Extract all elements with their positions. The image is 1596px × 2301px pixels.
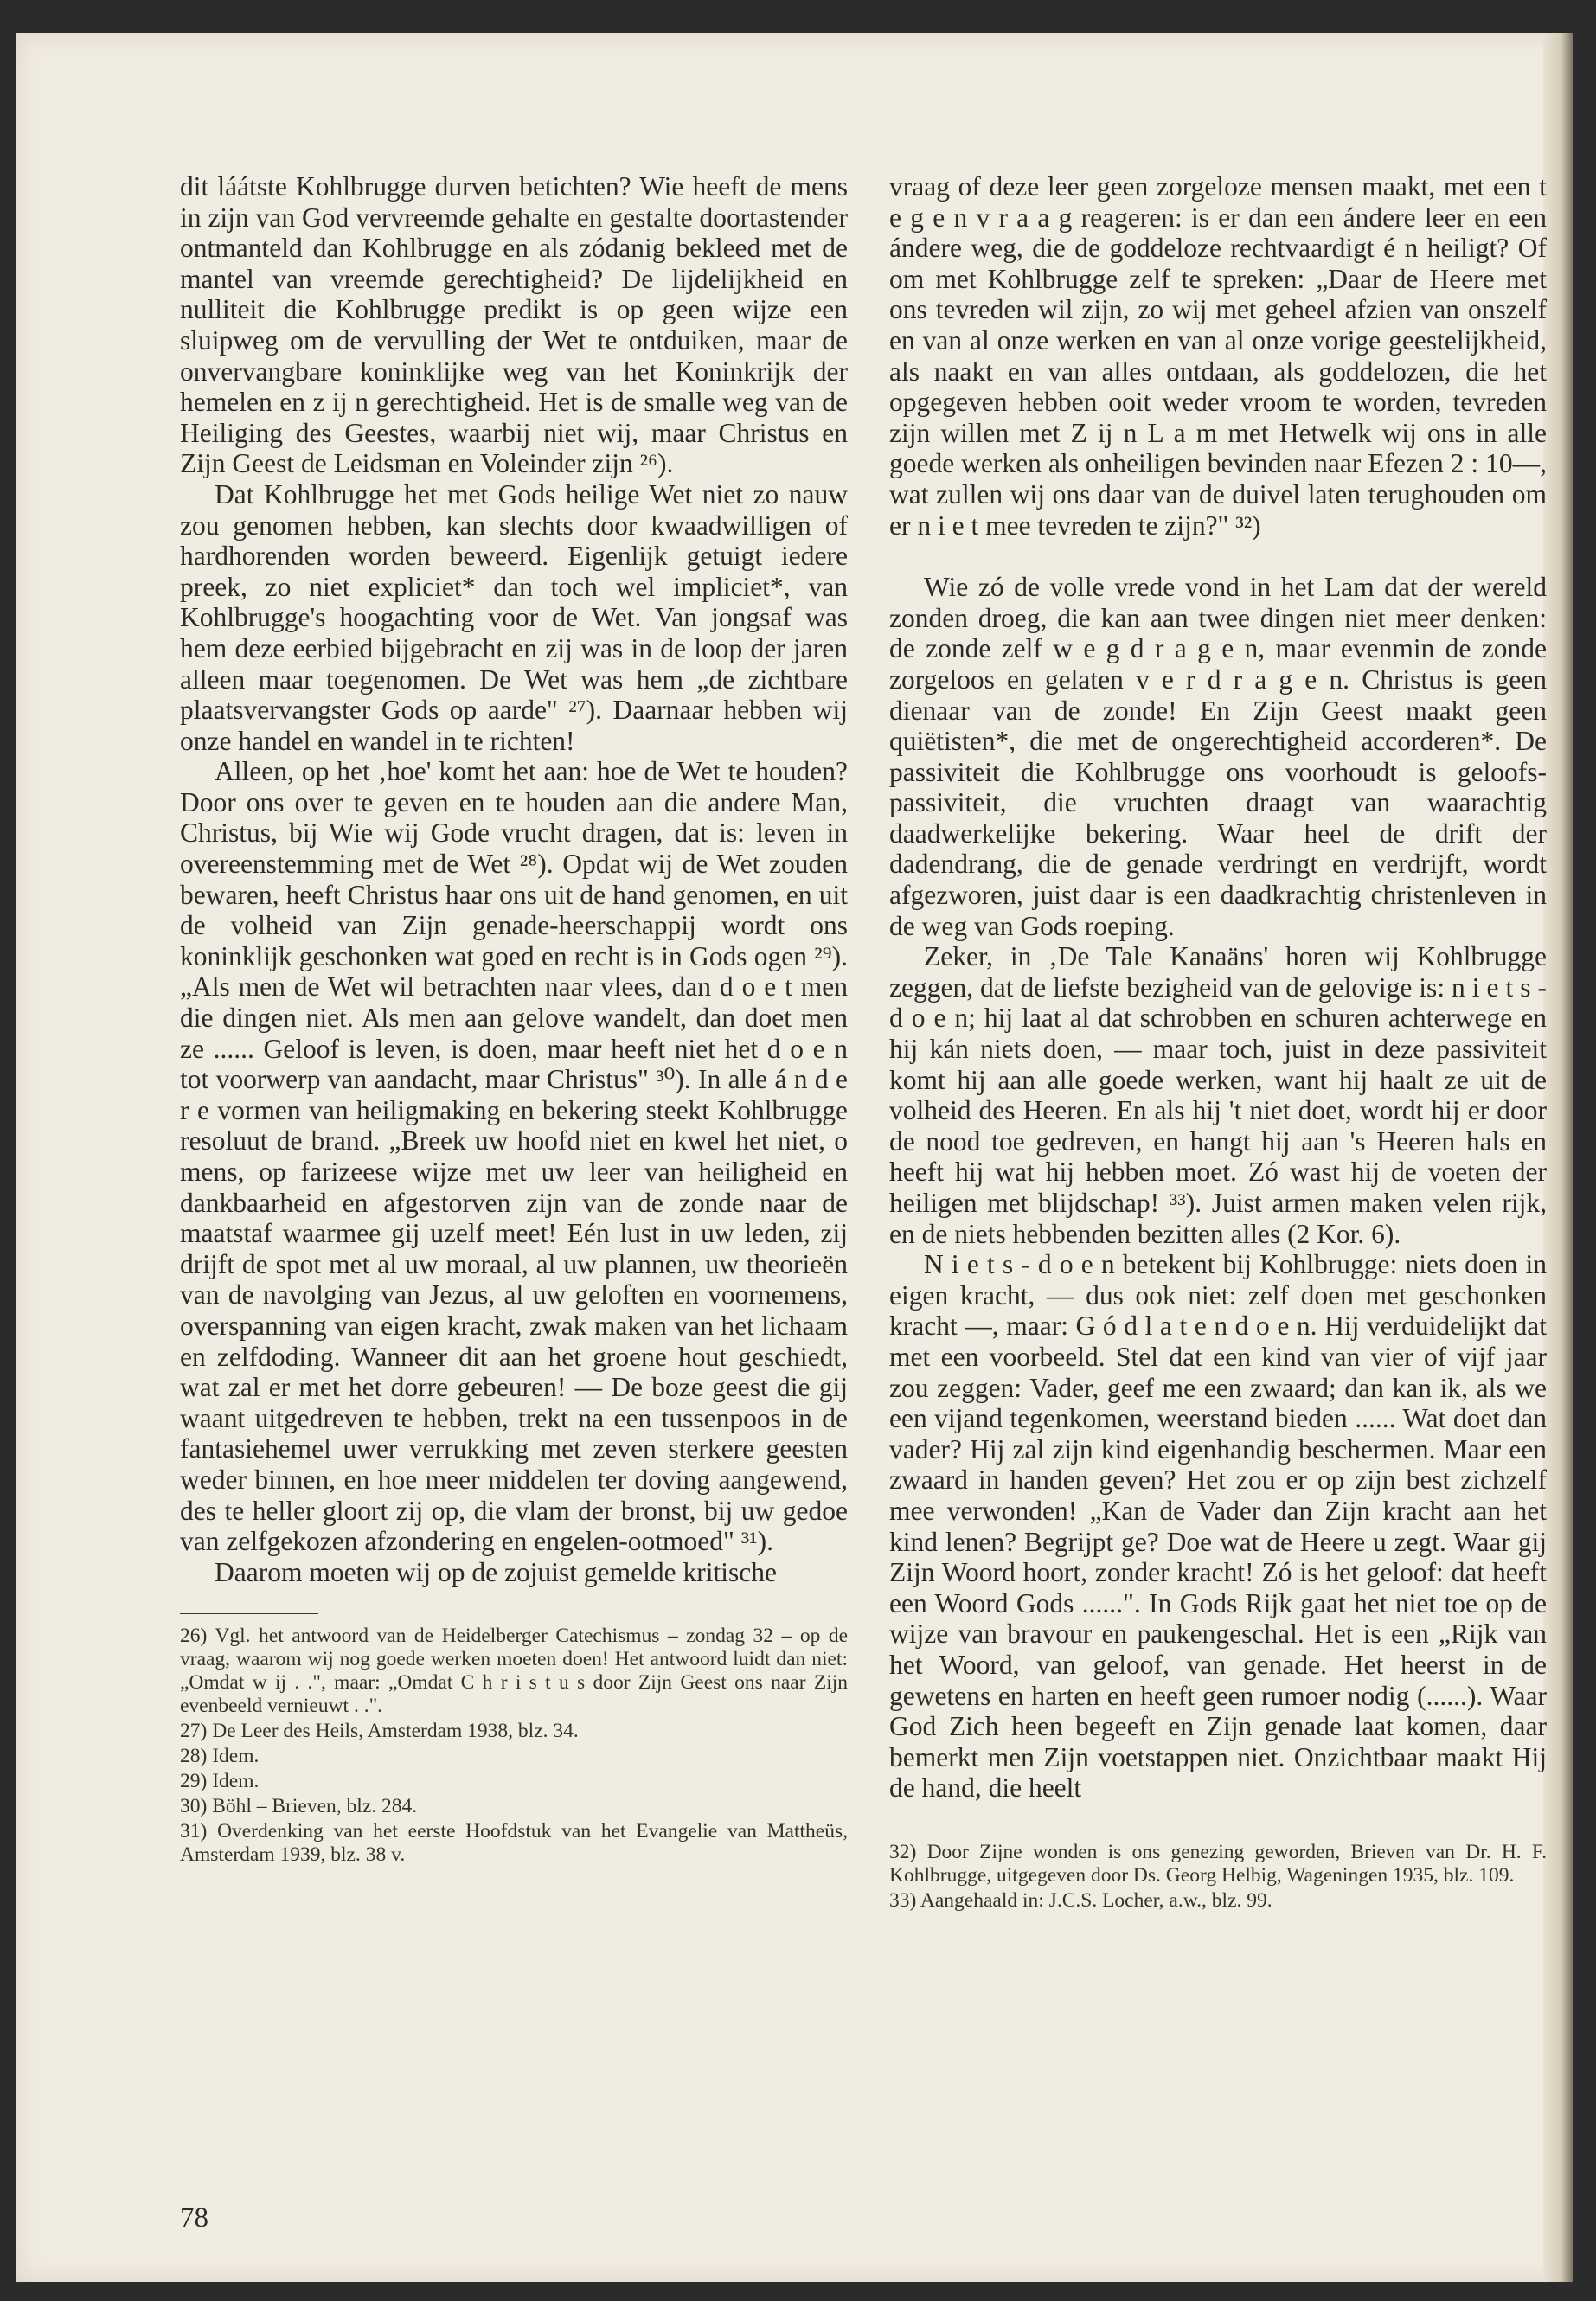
paragraph: Daarom moeten wij op de zojuist gemelde kritische: [215, 1556, 777, 1587]
paragraph: Wie zó de volle vrede vond in het Lam dat der wereld zonden droeg, die kan aan twee dingen niet meer denken: de zonde zelf w e g d r a g e n, maar evenmin de zonde zorgeloos en gelaten v e r d r a g e n. Christus is geen dienaar van de zonde! En Zijn Geest maakt geen quiëtisten*, die met de ongerechtigheid accorderen*. De passiviteit die Kohlbrugge ons voorhoudt is geloofs-passiviteit, die vruchten draagt van waarachtig daadwerkelijke bekering. Waar heel de drift der dadendrang, die de genade verdringt en verdrijft, wordt afgezworen, juist daar is een daadkrachtig christenleven in de weg van Gods roeping.: [889, 572, 1547, 941]
page-edge-shadow: [1543, 33, 1573, 2282]
footnote-divider: [180, 1613, 318, 1614]
paragraph: vraag of deze leer geen zorgeloze mensen maakt, met een t e g e n v r a a g reageren: is er dan een ándere leer en een ándere weg, die de goddeloze rechtvaardigt é n heiligt? Of om met Kohlbrugge zelf te spreken: „Daar de Heere met ons tevreden wil zijn, zo wij met geheel afzien van onszelf en van al onze werken en van al onze vorige geestelijkheid, als naakt en van alles ontdaan, als goddelozen, die het opgegeven hebben ooit weder vroom te worden, tevreden zijn willen met Z ij n L a m met Hetwelk wij ons in alle goede werken als onheiligen bevinden naar Efezen 2 : 10—, wat zullen wij ons daar van de duivel laten terughouden om er n i e t mee tevreden te zijn?" ³²): [889, 171, 1547, 541]
paragraph: Zeker, in ‚De Tale Kanaäns' horen wij Kohlbrugge zeggen, dat de liefste bezigheid van de gelovige is: n i e t s - d o e n; hij laat al dat schrobben en schuren achterwege en hij kán niets doen, — maar toch, juist in deze passiviteit komt hij aan alle goede werken, want hij haalt ze uit de volheid des Heeren. En als hij 't niet doet, wordt hij er door de nood toe gedreven, en hangt hij aan 's Heeren hals en heeft hij wat hij hebben moet. Zó wast hij de voeten der heiligen met blijdschap! ³³). Juist armen maken velen rijk, en de niets hebbenden bezitten alles (2 Kor. 6).: [889, 941, 1547, 1249]
paragraph: Dat Kohlbrugge het met Gods heilige Wet niet zo nauw zou genomen hebben, kan slechts door kwaadwilligen of hardhorenden worden beweerd. Eigenlijk getuigt iedere preek, zo niet expliciet* dan toch wel impliciet*, van Kohlbrugge's hoogachting voor de Wet. Van jongsaf was hem deze eerbied bijgebracht en zij was in de loop der jaren alleen maar toegenomen. De Wet was hem „de zichtbare plaatsvervangster Gods op aarde" ²⁷). Daarnaar hebben wij onze handel en wandel in te richten!: [180, 478, 848, 756]
footnote: 29) Idem.: [180, 1770, 260, 1793]
footnotes-right: [889, 1841, 1547, 1913]
footnote: 33) Aangehaald in: J.C.S. Locher, a.w., blz. 99.: [889, 1888, 1272, 1912]
paragraph: N i e t s - d o e n betekent bij Kohlbrugge: niets doen in eigen kracht, — dus ook niet: zelf doen met geschonken kracht —, maar: G ó d l a t e n d o e n. Hij verduidelijkt dat met een voorbeeld. Stel dat een kind van vier of vijf jaar zou zeggen: Vader, geef me een zwaard; dan kan ik, als we een vijand tegenkomen, weerstand bieden ...... Wat doet dan vader? Hij zal zijn kind eigenhandig beschermen. Maar een zwaard in handen geven? Het zou er op zijn best zichzelf mee verwonden! „Kan de Vader dan Zijn kracht aan het kind lenen? Begrijpt ge? Doe wat de Heere u zegt. Waar gij Zijn Woord hoort, zonder kracht! Zó is het geloof: dat heeft een Woord Gods ......". In Gods Rijk gaat het niet toe op de wijze van bravour en paukengeschal. Het is een „Rijk van het Woord, van geloof, van genade. Het heerst in de gewetens en harten en heeft geen rumoer nodig (......). Waar God Zich heen begeeft en Zijn genade laat komen, daar bemerkt men Zijn voetstappen niet. Onzichtbaar maakt Hij de hand, die heelt: [889, 1249, 1547, 1804]
page-number: 78: [180, 2202, 208, 2234]
paragraph: Alleen, op het ‚hoe' komt het aan: hoe de Wet te houden? Door ons over te geven en te houden aan die andere Man, Christus, bij Wie wij Gode vrucht dragen, dat is: leven in overeenstemming met de Wet ²⁸). Opdat wij de Wet zouden bewaren, heeft Christus haar ons uit de hand genomen, en uit de volheid van Zijn genade-heerschappij wordt ons koninklijk geschonken wat goed en recht is in Gods ogen ²⁹). „Als men de Wet wil betrachten naar vlees, dan d o e t men die dingen niet. Als men aan gelove wandelt, dan doet men ze ...... Geloof is leven, is doen, maar heeft niet het d o e n tot voorwerp van aandacht, maar Christus" ³⁰). In alle á n d e r e vormen van heiligmaking en bekering steekt Kohlbrugge resoluut de brand. „Breek uw hoofd niet en kwel het niet, o mens, op farizeese wijze met uw leer van heiligheid en dankbaarheid en afgestorven zijn van de zonde naar de maatstaf waarmee gij uzelf meet! Eén lust in uw leden, zij drijft de spot met al uw moraal, al uw plannen, uw theorieën van de navolging van Jezus, al uw geloften en voornemens, overspanning van eigen kracht, zwak maken van het lichaam en zelfdoding. Wanneer dit aan het groene hout geschiedt, wat zal er met het dorre gebeuren! — De boze geest die gij waant uitgedreven te hebben, trekt na een tussenpoos in de fantasiehemel uwer verrukking met zeven sterkere geesten weder binnen, en hoe meer middelen ter doving aangewend, des te heller gloort zij op, die vlam der bronst, bij uw gedoe van zelfgekozen afzondering en engelen-ootmoed" ³¹).: [180, 756, 848, 1557]
footnote: 32) Door Zijne wonden is ons genezing geworden, Brieven van Dr. H. F. Kohlbrugge, uitgegeven door Ds. Georg Helbig, Wageningen 1935, blz. 109.: [889, 1840, 1547, 1887]
right-column: [889, 171, 1547, 1914]
footnote: 30) Böhl – Brieven, blz. 284.: [180, 1795, 418, 1818]
footnote: 28) Idem.: [180, 1745, 260, 1768]
footnotes-left: [180, 1625, 848, 1867]
footnote: 26) Vgl. het antwoord van de Heidelberger Catechismus – zondag 32 – op de vraag, waarom wij nog goede werken moeten doen! Het antwoord luidt dan niet: „Omdat w ij . .", maar: „Omdat C h r i s t u s door Zijn Geest ons naar Zijn evenbeeld vernieuwt . .".: [180, 1625, 848, 1718]
book-page: [16, 33, 1573, 2282]
paragraph: dit láátste Kohlbrugge durven betichten? Wie heeft de mens in zijn van God vervreemde gehalte en gestalte doortastender ontmanteld dan Kohlbrugge en als zódanig bekleed met de mantel van vreemde gerechtigheid? De lijdelijkheid en nulliteit die Kohlbrugge predikt is op geen wijze een sluipweg om de vervulling der Wet te ontduiken, maar de onvervangbare koninklijke weg van het Koninkrijk der hemelen en z ij n gerechtigheid. Het is de smalle weg van de Heiliging des Geestes, waarbij niet wij, maar Christus en Zijn Geest de Leidsman en Voleinder zijn ²⁶).: [180, 171, 848, 479]
footnote: 27) De Leer des Heils, Amsterdam 1938, blz. 34.: [180, 1720, 579, 1743]
footnote: 31) Overdenking van het eerste Hoofdstuk van het Evangelie van Mattheüs, Amsterdam 1939, blz. 38 v.: [180, 1820, 848, 1867]
left-column: [180, 171, 848, 1868]
